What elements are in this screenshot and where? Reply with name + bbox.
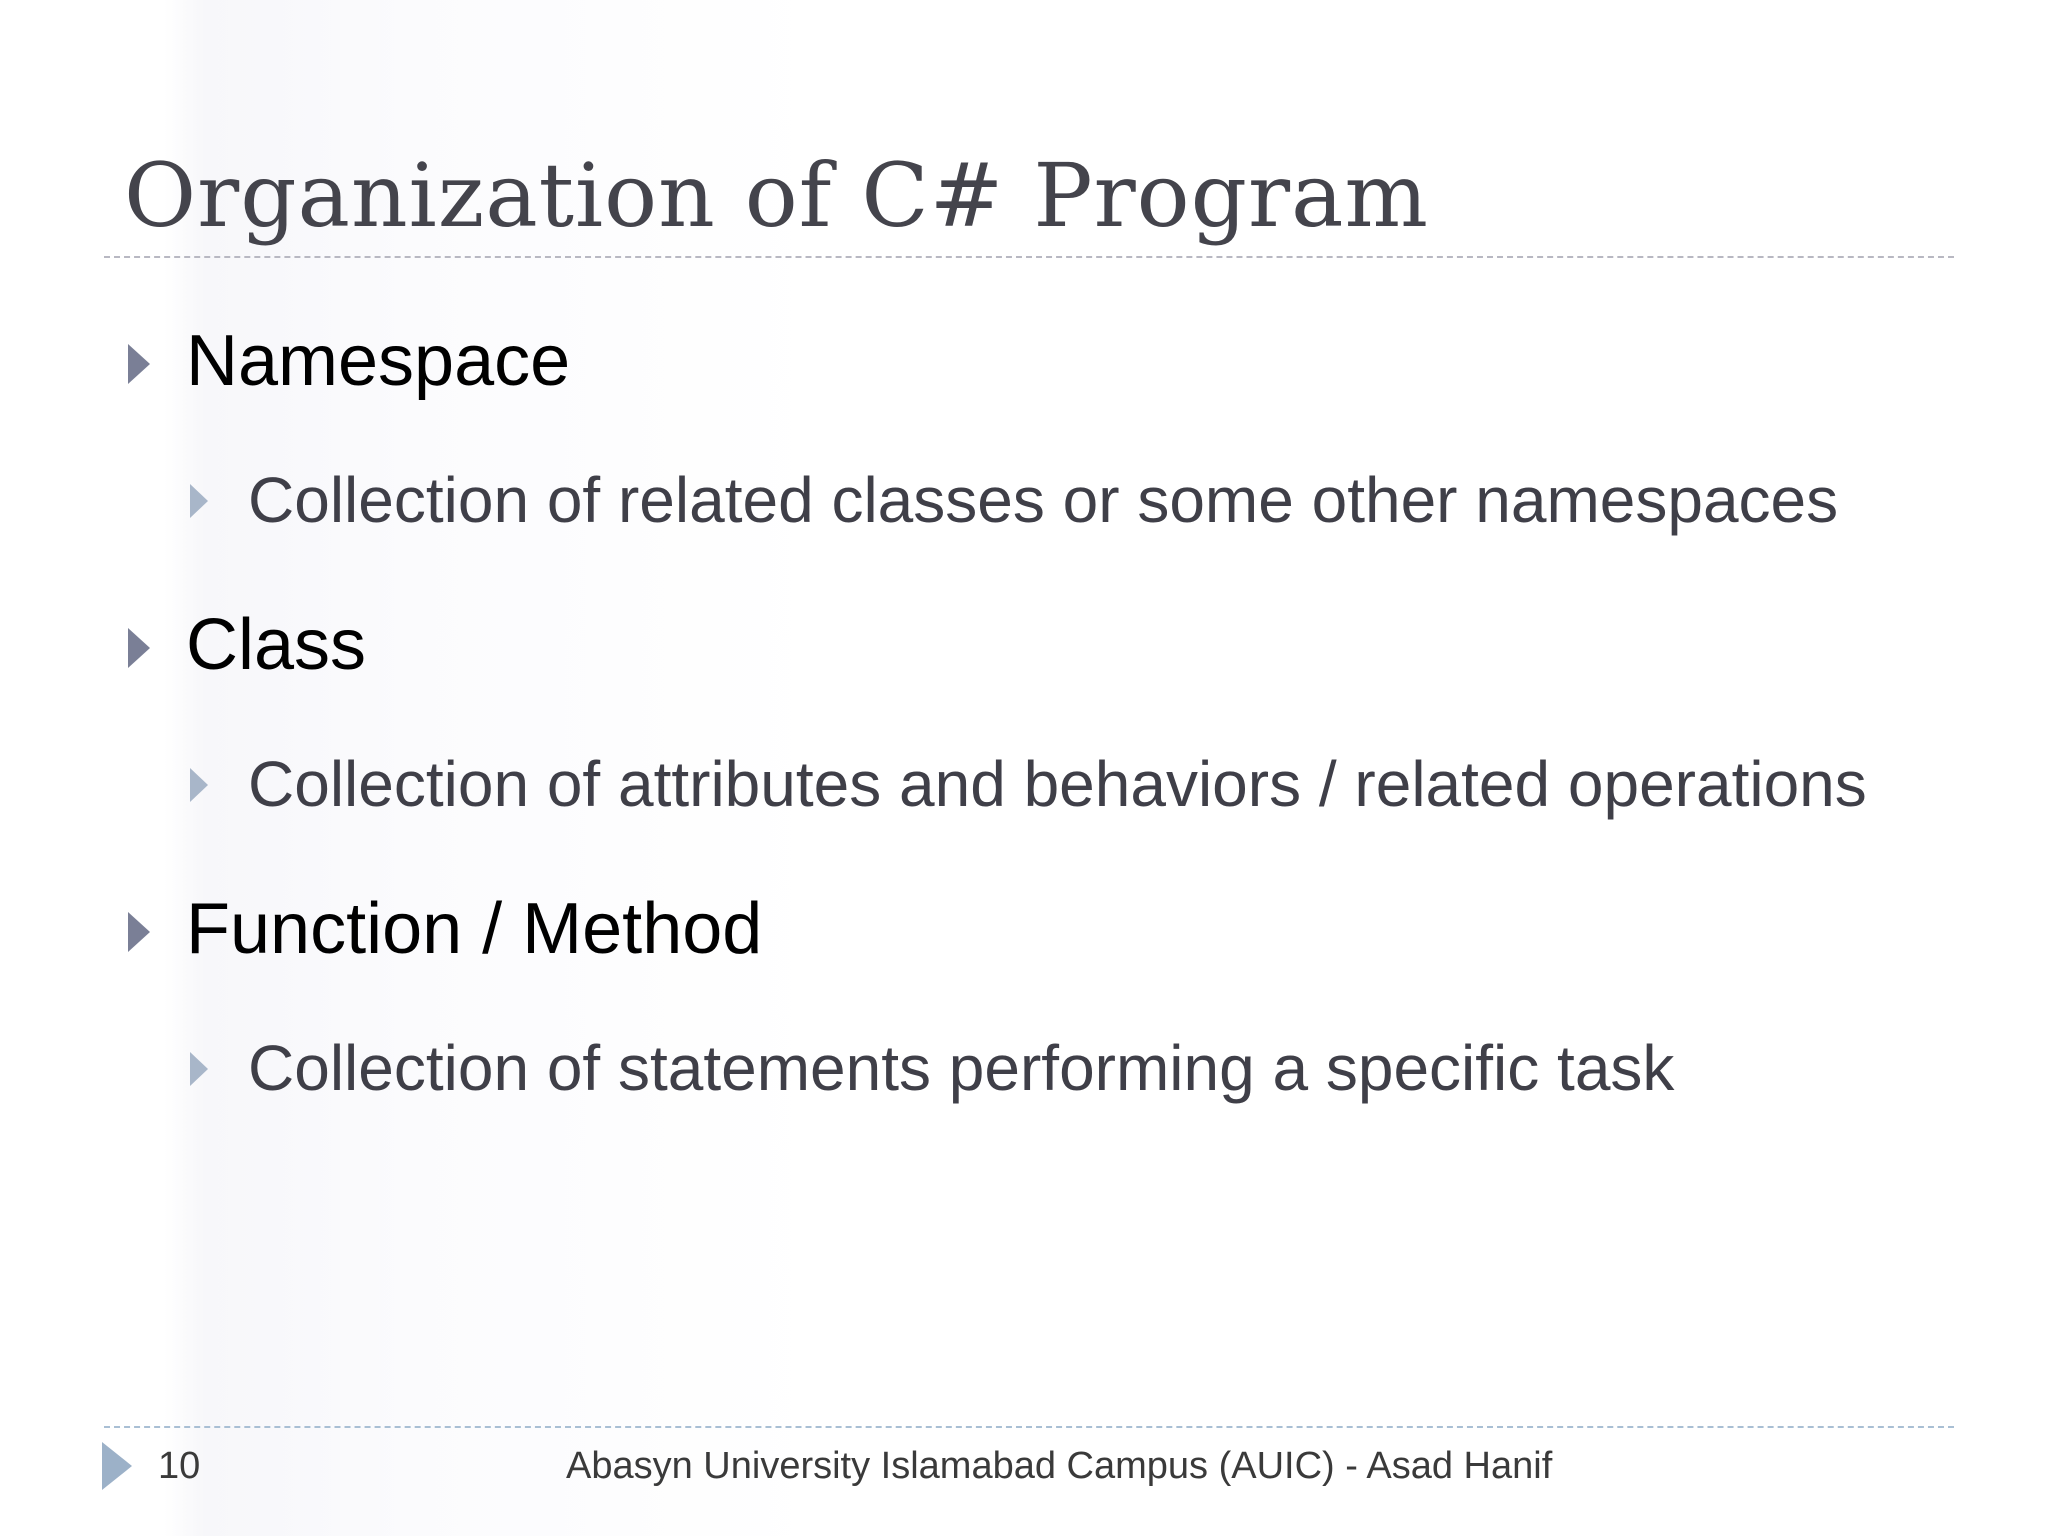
- sub-bullet-arrow-icon: [190, 768, 208, 802]
- slide-title: Organization of C# Program: [124, 144, 1429, 247]
- sub-bullet-arrow-icon: [190, 1052, 208, 1086]
- footer-divider: [104, 1426, 1954, 1428]
- bullet-arrow-icon: [128, 912, 150, 952]
- bullet-class: Class: [186, 605, 367, 685]
- bullet-namespace-detail: Collection of related classes or some other namespaces: [248, 464, 1839, 536]
- title-divider: [104, 256, 1954, 258]
- bullet-function-method-detail: Collection of statements performing a specific task: [248, 1032, 1675, 1104]
- bullet-namespace: Namespace: [186, 321, 571, 401]
- footer-text: Abasyn University Islamabad Campus (AUIC) - Asad Hanif: [566, 1445, 1553, 1487]
- bullet-function-method: Function / Method: [186, 889, 763, 969]
- page-number: 10: [158, 1445, 201, 1487]
- bullet-arrow-icon: [128, 628, 150, 668]
- bullet-arrow-icon: [128, 344, 150, 384]
- bullet-class-detail: Collection of attributes and behaviors / related operations: [248, 748, 1867, 820]
- sub-bullet-arrow-icon: [190, 484, 208, 518]
- footer-arrow-icon: [102, 1442, 132, 1490]
